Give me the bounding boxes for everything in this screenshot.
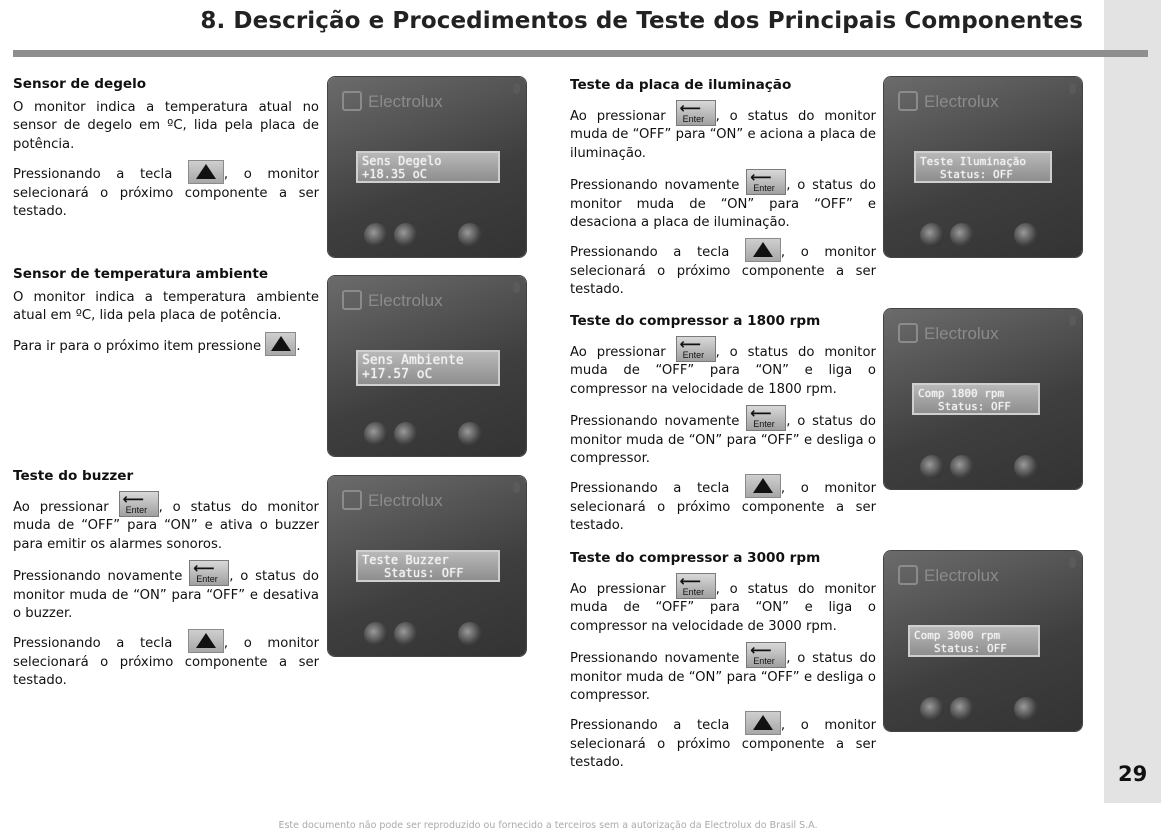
panel-button — [1014, 455, 1038, 479]
monitor-panel — [884, 309, 1082, 489]
text: , o status do monitor muda de “OFF” para “ON” e ativa o buzzer para emitir os alarmes sonoros. — [13, 500, 319, 552]
paragraph — [13, 629, 319, 690]
enter-key-icon: ⟵ Enter — [676, 100, 716, 126]
panel-button — [920, 223, 944, 247]
lcd-line-2: Status: OFF — [940, 168, 1013, 181]
text: Pressionando novamente — [570, 651, 740, 667]
section-title: Sensor de degelo — [13, 76, 147, 92]
screw — [513, 482, 520, 493]
section-compressor-3000 — [570, 549, 876, 779]
panel-button — [950, 455, 974, 479]
paragraph — [570, 336, 876, 399]
section-title: Teste do compressor a 1800 rpm — [570, 313, 821, 329]
section-sensor-ambiente — [13, 265, 319, 362]
panel-button — [364, 223, 388, 247]
text: , o monitor selecionará o próximo componente a ser testado. — [570, 245, 876, 298]
up-key-icon — [745, 238, 781, 262]
electrolux-logo: Electrolux — [342, 290, 443, 311]
screw — [513, 282, 520, 293]
text: , o status do monitor muda de “OFF” para “ON” e liga o compressor na velocidade de 1800 rpm. — [570, 345, 876, 397]
enter-key-label: Enter — [125, 505, 148, 515]
panel-button — [1014, 223, 1038, 247]
enter-key-label: Enter — [753, 183, 775, 194]
enter-key-label: Enter — [682, 350, 705, 360]
text: Ao pressionar — [570, 582, 666, 597]
footer-notice: Este documento não pode ser reproduzido ou fornecido a terceiros sem a autorização da Electrolux do Brasil S.A. — [278, 820, 818, 831]
lcd-line-2: +17.57 oC — [362, 367, 433, 382]
lcd-line-1: Teste Buzzer — [362, 553, 449, 567]
text: , o status do monitor muda de “ON” para “OFF” e desliga o compressor. — [570, 414, 876, 467]
panel-button — [950, 697, 974, 721]
paragraph — [570, 238, 876, 299]
text: Pressionando a tecla — [13, 167, 173, 183]
paragraph — [13, 160, 319, 221]
enter-key-label: Enter — [682, 114, 705, 124]
monitor-panel — [884, 551, 1082, 731]
panel-button — [458, 622, 482, 646]
text: Ao pressionar — [570, 109, 666, 124]
enter-key-icon: ⟵ Enter — [676, 573, 716, 599]
section-teste-buzzer — [13, 467, 319, 697]
enter-key-icon: ⟵ Enter — [189, 560, 229, 586]
enter-key-label: Enter — [753, 656, 775, 667]
panel-button — [920, 697, 944, 721]
panel-button — [394, 223, 418, 247]
lcd-display — [908, 625, 1040, 657]
paragraph — [570, 169, 876, 232]
text: Pressionando a tecla — [570, 481, 730, 497]
paragraph — [13, 491, 319, 554]
electrolux-logo: Electrolux — [342, 490, 443, 511]
lcd-line-1: Comp 1800 rpm — [918, 387, 1005, 400]
paragraph: O monitor indica a temperatura atual no sensor de degelo em ºC, lida pela placa de potência. — [13, 100, 319, 152]
panel-button — [394, 622, 418, 646]
monitor-panel — [884, 77, 1082, 257]
enter-key-label: Enter — [196, 574, 218, 585]
monitor-panel — [328, 476, 526, 656]
section-title: Teste do compressor a 3000 rpm — [570, 550, 821, 566]
text: , o monitor selecionará o próximo componente a ser testado. — [13, 167, 319, 220]
text: , o monitor selecionará o próximo componente a ser testado. — [13, 636, 319, 689]
lcd-line-2: Status: OFF — [938, 400, 1011, 413]
electrolux-logo: Electrolux — [898, 323, 999, 344]
text: Pressionando novamente — [570, 414, 740, 430]
section-title: Teste do buzzer — [13, 468, 134, 484]
text: Ao pressionar — [13, 500, 109, 515]
panel-button — [364, 622, 388, 646]
lcd-line-2: Status: OFF — [934, 642, 1007, 655]
enter-key-icon: ⟵ Enter — [119, 491, 159, 517]
panel-button — [950, 223, 974, 247]
lcd-display — [356, 350, 500, 386]
lcd-display — [912, 383, 1040, 415]
monitor-panel — [328, 276, 526, 456]
page-title: 8. Descrição e Procedimentos de Teste dos Principais Componentes — [200, 8, 1083, 34]
text: Pressionando a tecla — [13, 636, 173, 652]
paragraph — [570, 711, 876, 772]
section-sensor-degelo — [13, 75, 319, 227]
section-compressor-1800 — [570, 312, 876, 542]
text: Ao pressionar — [570, 345, 666, 360]
title-rule — [13, 50, 1148, 57]
panel-button — [1014, 697, 1038, 721]
enter-key-icon: ⟵ Enter — [746, 642, 786, 668]
section-teste-iluminacao — [570, 76, 876, 306]
section-title: Sensor de temperatura ambiente — [13, 266, 269, 282]
text: , o status do monitor muda de “OFF” para “ON” e aciona a placa de iluminação. — [570, 109, 876, 161]
panel-button — [920, 455, 944, 479]
paragraph — [570, 474, 876, 535]
paragraph: O monitor indica a temperatura ambiente atual em ºC, lida pela placa de potência. — [13, 290, 319, 324]
lcd-line-1: Teste Iluminação — [920, 155, 1026, 168]
paragraph — [570, 573, 876, 636]
lcd-line-2: Status: OFF — [384, 566, 464, 580]
text: . — [296, 338, 301, 354]
paragraph — [13, 332, 319, 356]
up-key-icon — [188, 629, 224, 653]
screw — [1069, 315, 1076, 326]
lcd-line-2: +18.35 oC — [362, 167, 428, 181]
enter-key-icon: ⟵ Enter — [676, 336, 716, 362]
text: , o status do monitor muda de “ON” para “OFF” e desaciona a placa de iluminação. — [570, 178, 876, 231]
lcd-line-1: Sens Ambiente — [362, 353, 464, 368]
panel-button — [394, 422, 418, 446]
paragraph — [13, 560, 319, 623]
up-key-icon — [745, 474, 781, 498]
panel-button — [458, 422, 482, 446]
screw — [1069, 557, 1076, 568]
screw — [1069, 83, 1076, 94]
up-key-icon — [745, 711, 781, 735]
electrolux-logo: Electrolux — [898, 91, 999, 112]
paragraph — [570, 405, 876, 468]
panel-button — [458, 223, 482, 247]
up-key-icon — [265, 332, 296, 356]
text: , o status do monitor muda de “ON” para “OFF” e desativa o buzzer. — [13, 569, 319, 622]
electrolux-logo: Electrolux — [342, 91, 443, 112]
lcd-line-1: Sens Degelo — [362, 154, 442, 168]
text: Pressionando novamente — [570, 178, 740, 194]
text: , o status do monitor muda de “ON” para “OFF” e desliga o compressor. — [570, 651, 876, 704]
paragraph — [570, 100, 876, 163]
enter-key-label: Enter — [682, 587, 705, 597]
section-title: Teste da placa de iluminação — [570, 77, 792, 93]
lcd-display — [356, 550, 500, 582]
text: Pressionando a tecla — [570, 245, 730, 261]
text: , o monitor selecionará o próximo componente a ser testado. — [570, 481, 876, 534]
lcd-display — [356, 151, 500, 183]
enter-key-icon: ⟵ Enter — [746, 405, 786, 431]
page-number: 29 — [1118, 762, 1148, 786]
lcd-display — [914, 151, 1052, 183]
text: Para ir para o próximo item pressione — [13, 338, 262, 354]
enter-key-label: Enter — [753, 419, 775, 430]
text: Pressionando novamente — [13, 569, 183, 585]
side-strip — [1104, 0, 1161, 803]
lcd-line-1: Comp 3000 rpm — [914, 629, 1001, 642]
panel-button — [364, 422, 388, 446]
text: Pressionando a tecla — [570, 718, 730, 734]
screw — [513, 83, 520, 94]
text: , o monitor selecionará o próximo componente a ser testado. — [570, 718, 876, 771]
enter-key-icon: ⟵ Enter — [746, 169, 786, 195]
paragraph — [570, 642, 876, 705]
monitor-panel — [328, 77, 526, 257]
up-key-icon — [188, 160, 224, 184]
text: , o status do monitor muda de “OFF” para “ON” e liga o compressor na velocidade de 3000 rpm. — [570, 582, 876, 634]
electrolux-logo: Electrolux — [898, 565, 999, 586]
